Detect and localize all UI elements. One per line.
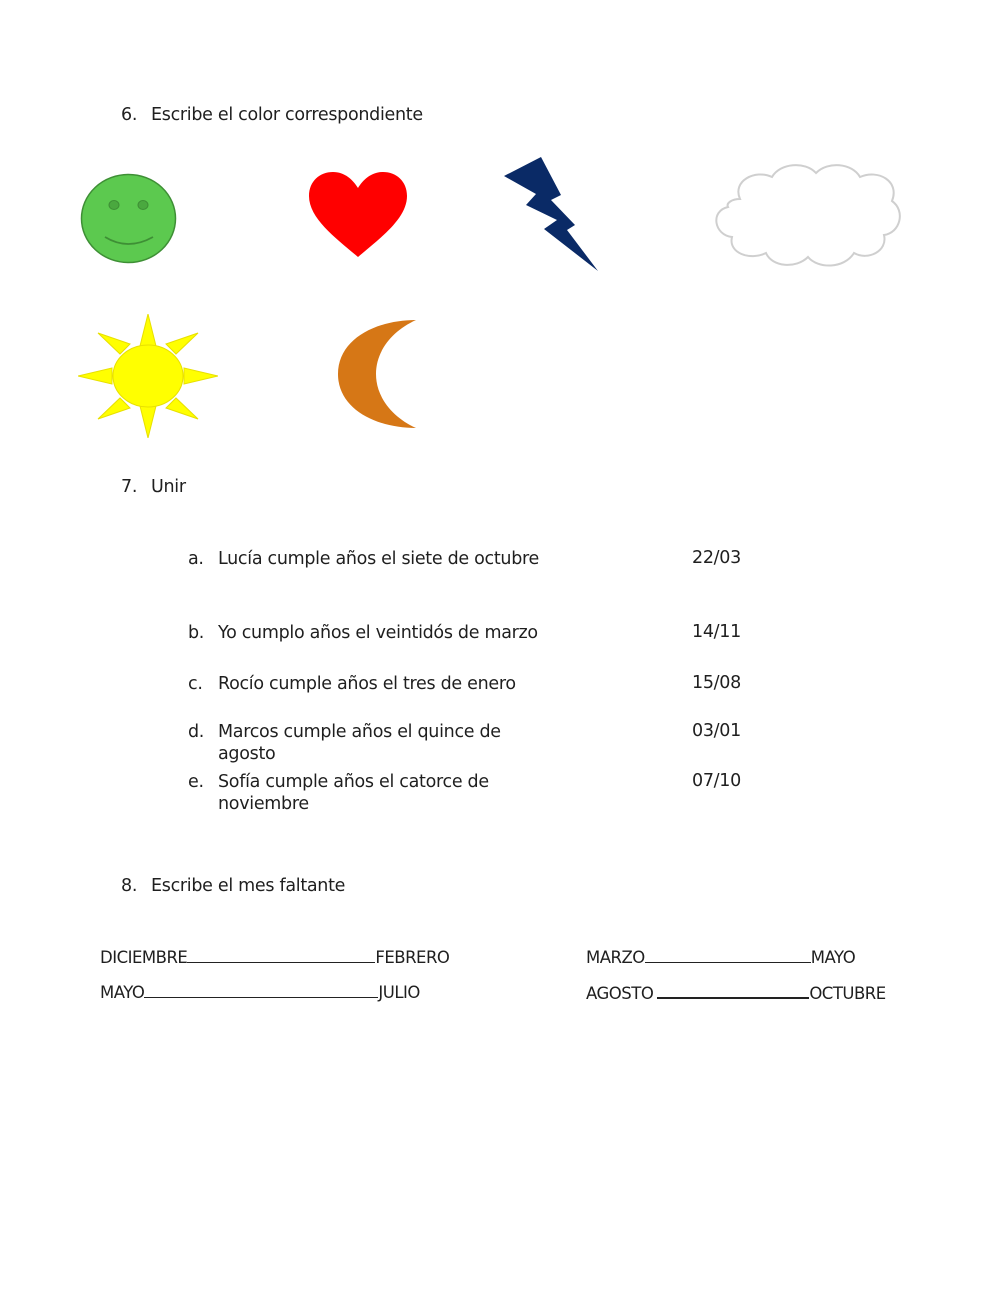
match-date: 15/08: [692, 673, 741, 693]
crescent-moon-icon: [338, 319, 418, 429]
question-8-heading: [121, 876, 345, 896]
missing-month-row: [586, 983, 886, 1003]
item-letter: e.: [188, 772, 204, 792]
month-after: MAYO: [810, 948, 856, 967]
question-6-heading: [121, 105, 423, 125]
question-number: 6.: [121, 105, 138, 125]
question-title: Escribe el color correspondiente: [151, 105, 423, 125]
item-letter: c.: [188, 674, 203, 694]
match-item: [188, 673, 548, 695]
month-before: MAYO: [100, 983, 145, 1002]
missing-month-row: [586, 948, 855, 967]
match-item: [188, 622, 548, 644]
item-text: Rocío cumple años el tres de enero: [218, 674, 516, 694]
month-before: MARZO: [586, 948, 645, 967]
question-title: Unir: [151, 477, 186, 497]
smiley-face-icon: [80, 173, 177, 264]
month-after: FEBRERO: [375, 948, 450, 967]
month-before: AGOSTO: [586, 984, 654, 1003]
match-item: [188, 721, 548, 765]
item-text: Sofía cumple años el catorce de noviembre: [218, 772, 489, 814]
missing-month-row: [100, 948, 449, 967]
question-number: 7.: [121, 477, 138, 497]
month-after: JULIO: [378, 983, 420, 1002]
answer-blank[interactable]: [187, 948, 375, 963]
item-letter: a.: [188, 549, 204, 569]
question-number: 8.: [121, 876, 138, 896]
match-item: [188, 548, 548, 570]
item-text: Lucía cumple años el siete de octubre: [218, 549, 539, 569]
match-date: 22/03: [692, 548, 741, 568]
answer-blank[interactable]: [144, 983, 378, 998]
item-text: Marcos cumple años el quince de agosto: [218, 722, 501, 764]
match-item: [188, 771, 548, 815]
sun-icon: [78, 314, 218, 438]
match-date: 07/10: [692, 771, 741, 791]
item-text: Yo cumplo años el veintidós de marzo: [218, 623, 538, 643]
cloud-icon: [710, 159, 901, 269]
month-after: OCTUBRE: [809, 984, 886, 1003]
item-letter: d.: [188, 722, 205, 742]
item-letter: b.: [188, 623, 205, 643]
question-7-heading: [121, 477, 186, 497]
missing-month-row: [100, 983, 420, 1002]
match-date: 03/01: [692, 721, 741, 741]
answer-blank[interactable]: [657, 983, 809, 999]
month-before: DICIEMBRE: [100, 948, 188, 967]
lightning-bolt-icon: [503, 157, 599, 272]
heart-icon: [307, 171, 409, 259]
match-date: 14/11: [692, 622, 741, 642]
answer-blank[interactable]: [645, 948, 811, 963]
question-title: Escribe el mes faltante: [151, 876, 346, 896]
